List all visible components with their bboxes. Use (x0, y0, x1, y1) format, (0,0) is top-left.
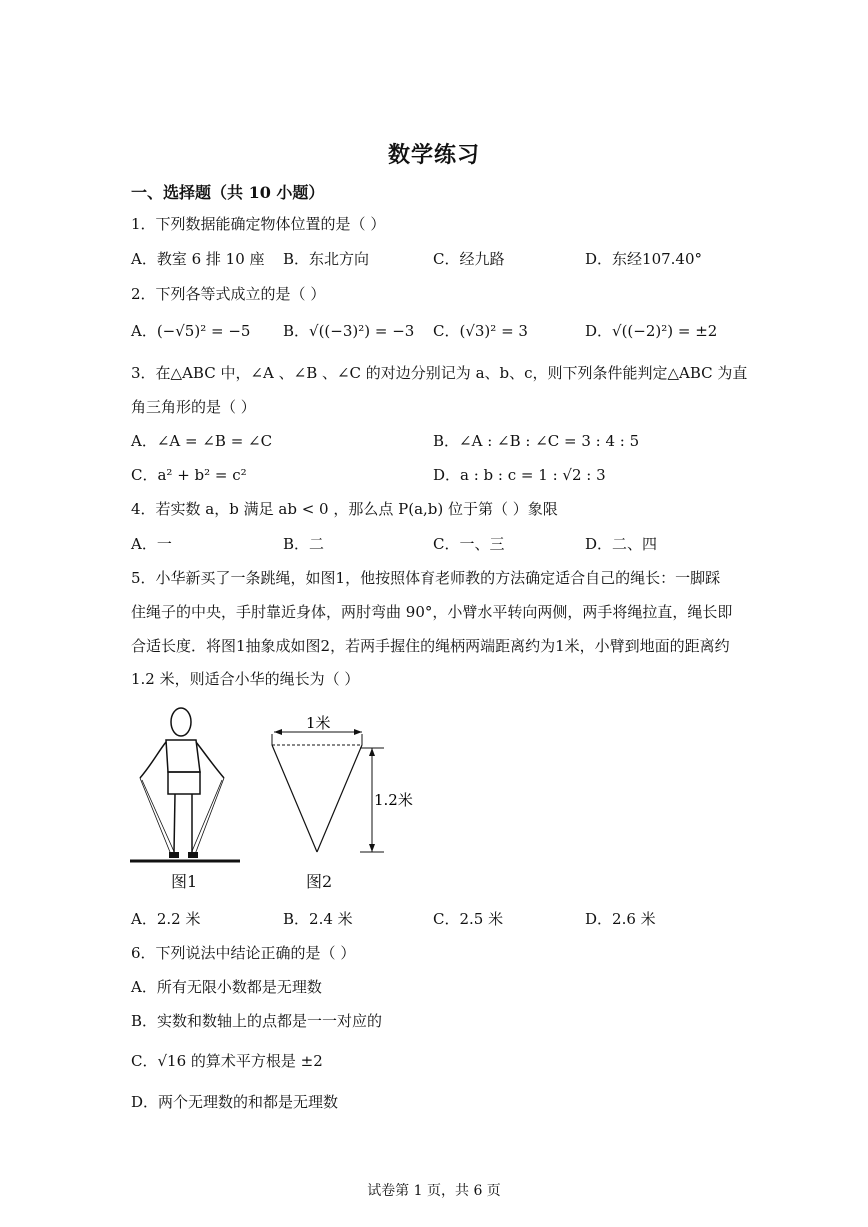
question-6-option-b: B．实数和数轴上的点都是一一对应的 (131, 1012, 383, 1030)
question-6-option-c: C．√16 的算术平方根是 ±2 (131, 1052, 323, 1070)
question-5-stem-line3: 合适长度．将图1抽象成如图2，若两手握住的绳柄两端距离约为1米，小臂到地面的距离约 (131, 637, 730, 655)
question-3-stem-line1: 3．在△ABC 中，∠A 、∠B 、∠C 的对边分别记为 a、b、c，则下列条件能判定△ABC 为直 (131, 364, 748, 382)
question-2-option-b: B．√((−3)²) = −3 (283, 322, 415, 340)
question-5-option-c: C．2.5 米 (433, 910, 504, 928)
question-1-option-a: A．教室 6 排 10 座 (131, 250, 265, 268)
question-5-stem-line4: 1.2 米，则适合小华的绳长为（ ） (131, 670, 360, 688)
question-2-option-a: A．(−√5)² = −5 (131, 322, 251, 340)
figure-2-top-label: 1米 (306, 714, 331, 732)
question-4-option-d: D．二、四 (585, 535, 658, 553)
question-5-option-d: D．2.6 米 (585, 910, 656, 928)
figure-2-side-label: 1.2米 (374, 791, 413, 809)
page-footer: 试卷第 1 页，共 6 页 (367, 1183, 501, 1199)
question-5-stem-line1: 5．小华新买了一条跳绳，如图1，他按照体育老师教的方法确定适合自己的绳长：一脚踩 (131, 569, 721, 587)
question-4-option-b: B．二 (283, 535, 325, 553)
question-5-stem-line2: 住绳子的中央，手肘靠近身体，两肘弯曲 90°，小臂水平转向两侧，两手将绳拉直，绳长即 (131, 603, 733, 621)
question-6-stem: 6．下列说法中结论正确的是（ ） (131, 944, 356, 962)
figure-1-jump-rope-person (128, 702, 243, 867)
question-1-option-c: C．经九路 (433, 250, 505, 268)
page-title: 数学练习 (387, 142, 480, 168)
question-4-stem: 4．若实数 a，b 满足 ab < 0 ，那么点 P(a,b) 位于第（ ）象限 (131, 500, 558, 518)
question-5-option-a: A．2.2 米 (131, 910, 201, 928)
question-3-option-c: C．a² + b² = c² (131, 466, 247, 484)
figure-2-triangle-diagram (262, 712, 422, 862)
question-2-option-c: C．(√3)² = 3 (433, 322, 528, 340)
question-3-option-b: B．∠A : ∠B : ∠C = 3 : 4 : 5 (433, 432, 640, 450)
question-4-option-a: A．一 (131, 535, 172, 553)
question-6-option-a: A．所有无限小数都是无理数 (131, 978, 322, 996)
figure-1-caption: 图1 (171, 872, 198, 891)
question-1-option-d: D．东经107.40° (585, 250, 703, 268)
question-3-stem-line2: 角三角形的是（ ） (131, 398, 256, 416)
question-2-stem: 2．下列各等式成立的是（ ） (131, 285, 326, 303)
question-3-option-a: A．∠A = ∠B = ∠C (131, 432, 273, 450)
question-1-option-b: B．东北方向 (283, 250, 370, 268)
question-3-option-d: D．a : b : c = 1 : √2 : 3 (433, 466, 606, 484)
question-4-option-c: C．一、三 (433, 535, 505, 553)
section-heading: 一、选择题（共 10 小题） (131, 183, 325, 202)
question-2-option-d: D．√((−2)²) = ±2 (585, 322, 718, 340)
question-1-stem: 1．下列数据能确定物体位置的是（ ） (131, 215, 386, 233)
question-5-option-b: B．2.4 米 (283, 910, 353, 928)
figure-2-caption: 图2 (306, 872, 333, 891)
question-6-option-d: D．两个无理数的和都是无理数 (131, 1093, 339, 1111)
